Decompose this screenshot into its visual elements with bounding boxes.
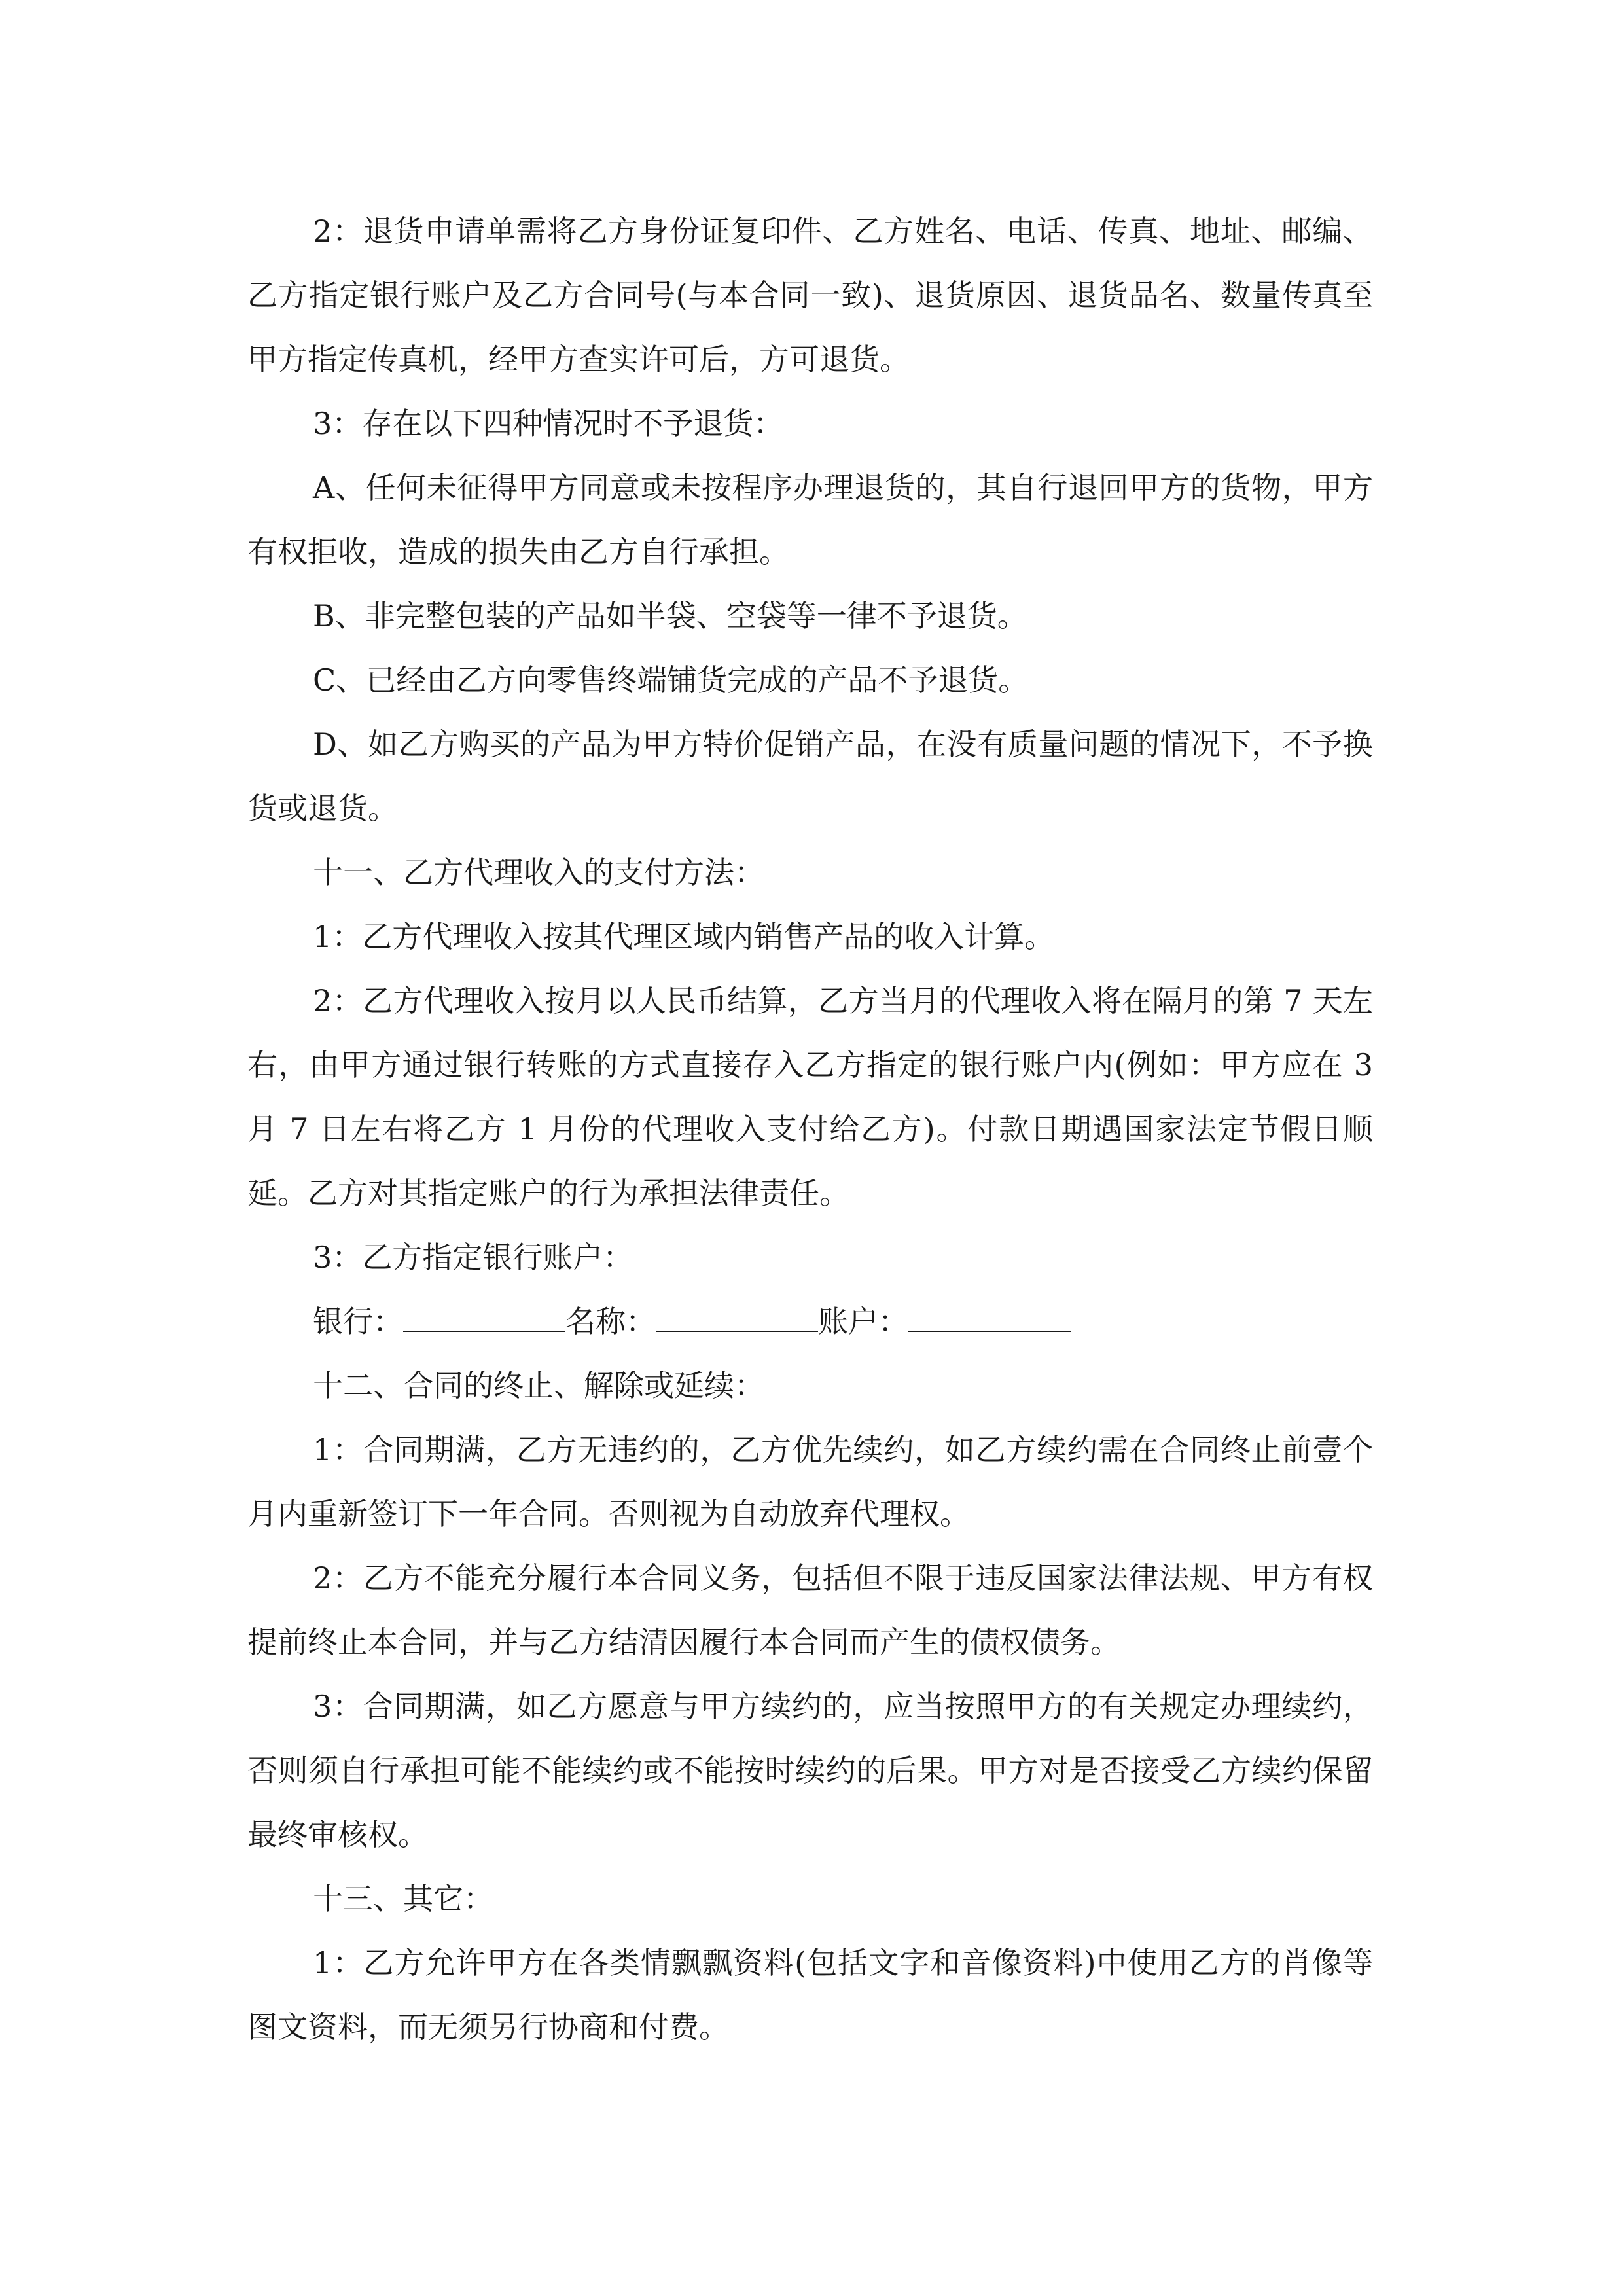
paragraph-portrait-use: 1：乙方允许甲方在各类情飘飘资料(包括文字和音像资料)中使用乙方的肖像等图文资料，而无须另行协商和付费。 <box>247 1945 1373 2045</box>
contract-body <box>247 199 1373 2059</box>
name-label: 名称： <box>565 1304 656 1339</box>
paragraph-return-application: 2：退货申请单需将乙方身份证复印件、乙方姓名、电话、传真、地址、邮编、乙方指定银行账户及乙方合同号(与本合同一致)、退货原因、退货品名、数量传真至甲方指定传真机，经甲方查实许可后，方可退货。 <box>247 213 1373 377</box>
paragraph-renewal-priority: 1：合同期满，乙方无违约的，乙方优先续约，如乙方续约需在合同终止前壹个月内重新签订下一年合同。否则视为自动放弃代理权。 <box>247 1432 1373 1532</box>
account-label: 账户： <box>818 1304 908 1339</box>
paragraph-income-settlement: 2：乙方代理收入按月以人民币结算，乙方当月的代理收入将在隔月的第 7 天左右，由甲方通过银行转账的方式直接存入乙方指定的银行账户内(例如：甲方应在 3 月 7 日左右将乙方 1 月份的代理收入支付给乙方)。付款日期遇国家法定节假日顺延。乙方对其指定账户的行为承担法律责任。 <box>247 983 1373 1211</box>
paragraph-renewal-procedure: 3：合同期满，如乙方愿意与甲方续约的，应当按照甲方的有关规定办理续约，否则须自行承担可能不能续约或不能按时续约的后果。甲方对是否接受乙方续约保留最终审核权。 <box>247 1689 1373 1852</box>
paragraph-income-calc: 1：乙方代理收入按其代理区域内销售产品的收入计算。 <box>313 919 1055 954</box>
paragraph-condition-a: A、任何未征得甲方同意或未按程序办理退货的，其自行退回甲方的货物，甲方有权拒收，造成的损失由乙方自行承担。 <box>247 470 1373 569</box>
section-heading-13: 十三、其它： <box>313 1881 493 1916</box>
paragraph-bank-account: 3：乙方指定银行账户： <box>313 1240 633 1275</box>
account-blank-field[interactable] <box>908 1300 1071 1332</box>
paragraph-early-termination: 2：乙方不能充分履行本合同义务，包括但不限于违反国家法律法规、甲方有权提前终止本合同，并与乙方结清因履行本合同而产生的债权债务。 <box>247 1560 1373 1660</box>
section-heading-11: 十一、乙方代理收入的支付方法： <box>313 855 764 890</box>
paragraph-condition-b: B、非完整包装的产品如半袋、空袋等一律不予退货。 <box>313 598 1027 634</box>
paragraph-condition-d: D、如乙方购买的产品为甲方特价促销产品，在没有质量问题的情况下，不予换货或退货。 <box>247 726 1373 826</box>
paragraph-no-return-conditions: 3：存在以下四种情况时不予退货： <box>313 406 784 441</box>
name-blank-field[interactable] <box>656 1300 818 1332</box>
section-heading-12: 十二、合同的终止、解除或延续： <box>313 1368 764 1403</box>
bank-info-line <box>247 1289 1373 1354</box>
bank-blank-field[interactable] <box>403 1300 565 1332</box>
paragraph-condition-c: C、已经由乙方向零售终端铺货完成的产品不予退货。 <box>313 662 1029 698</box>
bank-label: 银行： <box>313 1304 403 1339</box>
